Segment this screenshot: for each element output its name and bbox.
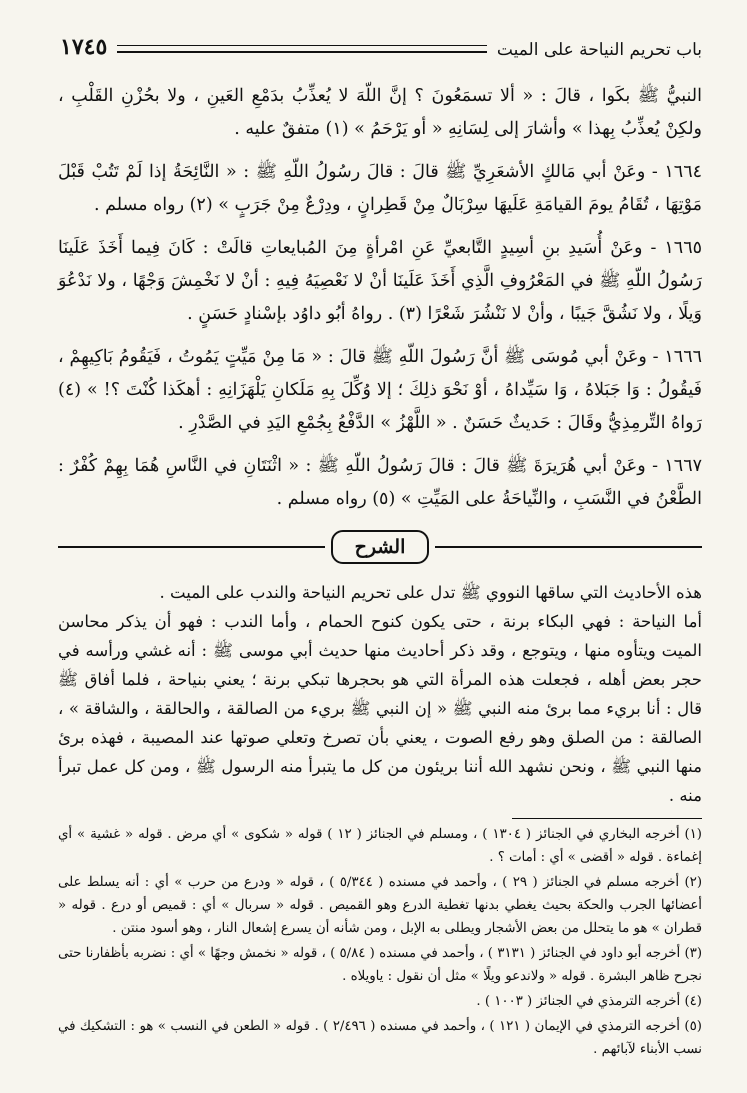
sharh-label: الشرح	[331, 530, 430, 564]
footnote: (٤) أخرجه الترمذي في الجنائز ( ١٠٠٣ ) .	[476, 994, 702, 1009]
sharh-paragraph: أما النياحة : فهي البكاء برنة ، حتى يكون كنوح الحمام ، وأما الندب : فهو أن يذكر محاسن الميت ويتأوه منها ، ويتوجع ، وقد ذكر أحاديث منها حديث أبي موسى ﷺ : أنه غشي ورأسه في حجر بعض أهله ، فجعلت هذه المرأة التي هو بحجرها تبكي برنة ؛ يعني بنياحة ، فلما أفاق ﷺ قال : أنا بريء مما برئ منه النبي ﷺ « إن النبي ﷺ بريء من الصالقة ، والحالقة ، والشاقة » ، الصالقة : من الصلق وهو رفع الصوت ، يعني بأن تصرخ وتعلي صوتها عند المصيبة ، فهذه برئ منها النبي ﷺ ، ونحن نشهد الله أننا بريئون من كل ما يتبرأ منه الرسول ﷺ ، ومن كل عمل تبرأ منه .	[58, 612, 702, 805]
page-content	[58, 80, 702, 1063]
hadith-paragraph: ١٦٦٥ - وعَنْ أُسَيدِ بنِ أسِيدٍ التَّابعيِّ عَنِ امْرأةٍ مِنَ المُبايعاتِ قالَتْ : كَانَ فِيما أَخَذَ عَلَينَا رَسُولُ اللّهِ ﷺ في المَعْرُوفِ الَّذِي أَخَذَ عَلَينَا أنْ لا نَعْصِيَهُ فِيهِ : أنْ لا نَخْمِشَ وَجْهًا ، ولا نَدْعُوَ وَيلًا ، ولا نَشُقَّ جَيبًا ، وأنْ لا نَنْشُرَ شَعْرًا (٣) . رواهُ أبُو داوُد بإسْنادٍ حَسَنٍ .	[58, 238, 702, 324]
chapter-title: باب تحريم النياحة على الميت	[496, 40, 702, 60]
sharh-heading	[58, 526, 702, 568]
footnote: (٥) أخرجه الترمذي في الإيمان ( ١٢١ ) ، وأحمد في مسنده ( ٢/٤٩٦ ) . قوله « الطعن في النسب » هو : التشكيك في نسب الأبناء لآبائهم .	[58, 1019, 702, 1057]
hadith-paragraph: ١٦٦٦ - وعَنْ أبي مُوسَى ﷺ أنَّ رَسُولَ اللّهِ ﷺ قالَ : « مَا مِنْ مَيِّتٍ يَمُوتُ ، فَيَقُومُ بَاكِيهِمْ ، فَيقُولُ : وَا جَبَلاهُ ، وَا سَيِّداهُ ، أوْ نَحْوَ ذلِكَ ؛ إلا وُكِّلَ بِهِ مَلَكانِ يَلْهَزَانِهِ : أهكَذا كُنْتَ ؟! » (٤) رَواهُ التِّرمِذِيُّ وقَالَ : حَديثٌ حَسَنٌ . « اللَّهْزُ » الدَّفْعُ بِجُمْعِ اليَدِ في الصَّدْرِ .	[58, 347, 702, 433]
sharh-paragraph: هذه الأحاديث التي ساقها النووي ﷺ تدل على تحريم النياحة والندب على الميت .	[159, 583, 702, 602]
hadith-paragraph: ١٦٦٤ - وعَنْ أبي مَالكٍ الأشعَرِيِّ ﷺ قالَ : قالَ رسُولُ اللّهِ ﷺ : « النَّائِحَةُ إذا لَمْ تَتُبْ قَبْلَ مَوْتِهَا ، تُقَامُ يومَ القيامَةِ عَلَيهَا سِرْبَالٌ مِنْ قَطِرانٍ ، ودِرْعٌ مِنْ جَرَبٍ » (٢) رواه مسلم .	[58, 162, 702, 215]
footnote: (٢) أخرجه مسلم في الجنائز ( ٢٩ ) ، وأحمد في مسنده ( ٥/٣٤٤ ) ، قوله « ودرع من حرب » أي : أنه يسلط على أعضائها الجرب والحكة بحيث يغطي بدنها تغطية الدرع وهو القميص . قوله « سربال » أي : قميص أو درع . قوله « قطران » هو ما يتحلل من بعض الأشجار ويطلى به الإبل ، ومن شأنه أن يسرع إشعال النار ، وهو أسود منتن .	[58, 875, 703, 936]
header-rule	[117, 45, 487, 53]
sharh-rule-right	[435, 546, 702, 548]
footnote-divider	[512, 818, 702, 819]
sharh-rule-left	[58, 546, 325, 548]
hadith-paragraph: النبيُّ ﷺ بكَوا ، قالَ : « ألا تسمَعُونَ ؟ إنَّ اللّهَ لا يُعذِّبُ بدَمْعِ العَينِ ، ولا بحُزْنِ القَلْبِ ، ولكِنْ يُعذِّبُ بِهذا » وأشارَ إلى لِسَانِهِ « أو يَرْحَمُ » (١) متفقٌ عليه .	[58, 86, 702, 139]
page-number: ١٧٤٥	[60, 34, 108, 60]
footnote: (١) أخرجه البخاري في الجنائز ( ١٣٠٤ ) ، ومسلم في الجنائز ( ١٢ ) قوله « شكوى » أي مرض . قوله « غشية » أي إغماءة . قوله « أقضى » أي : أمات ؟ .	[58, 827, 702, 865]
page-header	[60, 30, 702, 60]
hadith-paragraph: ١٦٦٧ - وعَنْ أبي هُرَيرَةَ ﷺ قالَ : قالَ رَسُولُ اللّهِ ﷺ : « اثْنَتَانِ في النَّاسِ هُمَا بِهِمْ كُفْرٌ : الطَّعْنُ في النَّسَبِ ، والنِّياحَةُ على المَيِّتِ » (٥) رواه مسلم .	[58, 456, 702, 509]
footnote: (٣) أخرجه أبو داود في الجنائز ( ٣١٣١ ) ، وأحمد في مسنده ( ٥/٨٤ ) ، قوله « نخمش وجهًا » أي : نضربه بأظفارنا حتى نجرح ظاهر البشرة . قوله « ولاندعو ويلًا » مثل أن نقول : ياويلاه .	[58, 946, 703, 984]
